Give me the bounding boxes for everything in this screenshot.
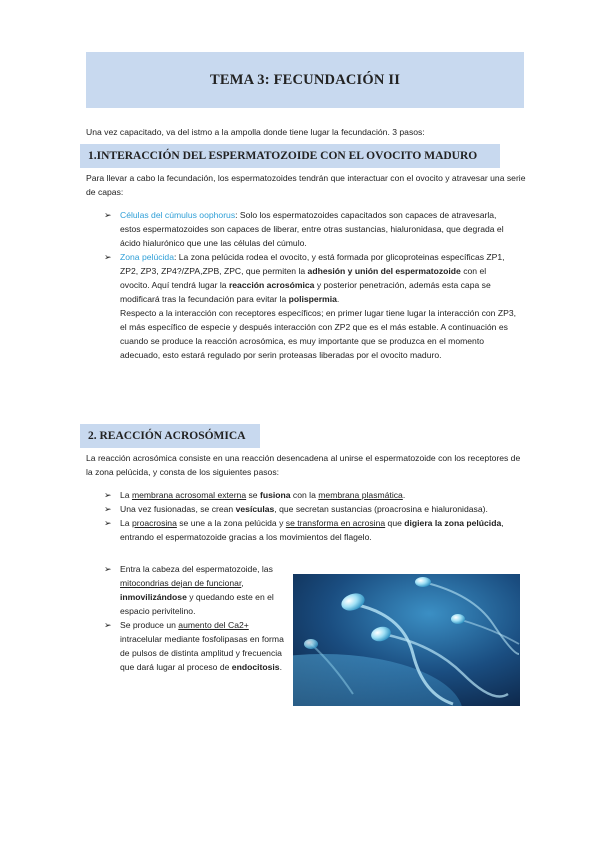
arrow-bullet-icon: ➢ [104, 490, 112, 500]
arrow-bullet-icon: ➢ [104, 252, 112, 262]
section1-paragraph: Para llevar a cabo la fecundación, los espermatozoides tendrán que interactuar con el ovocito y atravesar una serie de capas: [86, 173, 526, 197]
sperm-image-svg [293, 574, 520, 706]
list-item [86, 562, 286, 618]
arrow-bullet-icon: ➢ [104, 504, 112, 514]
arrow-bullet-icon: ➢ [104, 620, 112, 630]
step-bold: endocitosis [231, 662, 280, 672]
title-banner [86, 52, 524, 108]
zona-bold: polispermia [288, 294, 337, 304]
list-item [86, 502, 518, 516]
step-bold: fusiona [259, 490, 291, 500]
section1-heading: 1.INTERACCIÓN DEL ESPERMATOZOIDE CON EL OVOCITO MADURO [80, 144, 500, 168]
step-underline: proacrosina [131, 518, 177, 528]
list-item [86, 516, 518, 544]
step-text: , entrando el espermatozoide gracias a los movimientos del flagelo. [120, 518, 504, 542]
step-text: Se produce un [120, 620, 179, 630]
list-item [86, 250, 518, 362]
zona-text: con el ovocito. Aquí tendrá lugar la [120, 266, 487, 290]
zona-pelucida-label: Zona pelúcida [120, 252, 174, 262]
step-underline: membrana acrosomal externa [131, 490, 247, 500]
step-text: , [241, 578, 244, 588]
section1-list [86, 208, 518, 362]
list-item [86, 618, 286, 674]
section2-list-top [86, 488, 518, 544]
section2-list-bottom [86, 562, 286, 674]
step-underline: se transforma en acrosina [285, 518, 386, 528]
step-text: se une a la zona pelúcida y [176, 518, 286, 528]
step-text: y quedando este en el espacio perivitelino. [120, 592, 274, 616]
step-text: Una vez fusionadas, se crean [120, 504, 236, 514]
list-item [86, 488, 518, 502]
page-title: TEMA 3: FECUNDACIÓN II [209, 71, 401, 88]
sperm-illustration [293, 574, 520, 706]
zona-bold: adhesión y unión del espermatozoide [307, 266, 461, 276]
step-text: que [385, 518, 405, 528]
step-text: . [402, 490, 406, 500]
section2-heading: 2. REACCIÓN ACROSÓMICA [80, 424, 260, 448]
zona-text: y posterior penetración, además esta capa se modificará tras la fecundación para evitar la [120, 280, 491, 304]
step-underline: membrana plasmática [318, 490, 403, 500]
step-underline: aumento del Ca2+ [178, 620, 249, 630]
step-text: se [246, 490, 260, 500]
step-underline: mitocondrias dejan de funcionar [120, 578, 242, 588]
list-item [86, 208, 518, 250]
arrow-bullet-icon: ➢ [104, 210, 112, 220]
section2-paragraph: La reacción acrosómica consiste en una reacción desencadena al unirse el espermatozoide con los receptores de la zona pelúcida, y consta de los siguientes pasos: [86, 453, 521, 477]
step-text: con la [290, 490, 319, 500]
cumulus-text: : Solo los espermatozoides capacitados son capaces de atravesarla, estos espermatozoides son capaces de liberar, entre otras sustancias, hialuronidasa, que degrada el ácido hialurónico que une las células del cúmulo. [120, 210, 504, 248]
step-text: intracelular mediante fosfolipasas en forma de pulsos de distinta amplitud y frecuencia que dará lugar al proceso de [120, 634, 284, 672]
step-bold: inmovilizándose [120, 592, 187, 602]
cumulus-label: Células del cúmulus oophorus [120, 210, 236, 220]
intro-paragraph: Una vez capacitado, va del istmo a la ampolla donde tiene lugar la fecundación. 3 pasos: [86, 127, 425, 137]
step-text: La [120, 518, 132, 528]
zona-bold: reacción acrosómica [228, 280, 315, 290]
step-text: La [120, 490, 132, 500]
zona-text: . [336, 294, 340, 304]
step-text: . [279, 662, 282, 672]
step-text: , que secretan sustancias (proacrosina e hialuronidasa). [274, 504, 488, 514]
zona-text: : La zona pelúcida rodea el ovocito, y está formada por glicoproteinas específicas ZP1, ZP2, ZP3, ZP4?/ZPA,ZPB, ZPC, que permiten la [120, 252, 505, 276]
step-bold: vesículas [235, 504, 275, 514]
step-text: Entra la cabeza del espermatozoide, las [120, 564, 273, 574]
zona-extra-paragraph: Respecto a la interacción con receptores específicos; en primer lugar tiene lugar la interacción con ZP3, el más específico de especie y después interacción con ZP2 que es el más estable. A continuación es cuando se produce la reacción acrosómica, es muy importante que se produzca en el momento adecuado, esto estará regulado por serin proteasas liberadas por el ovocito maduro. [120, 308, 516, 360]
step-bold: digiera la zona pelúcida [404, 518, 502, 528]
arrow-bullet-icon: ➢ [104, 518, 112, 528]
arrow-bullet-icon: ➢ [104, 564, 112, 574]
